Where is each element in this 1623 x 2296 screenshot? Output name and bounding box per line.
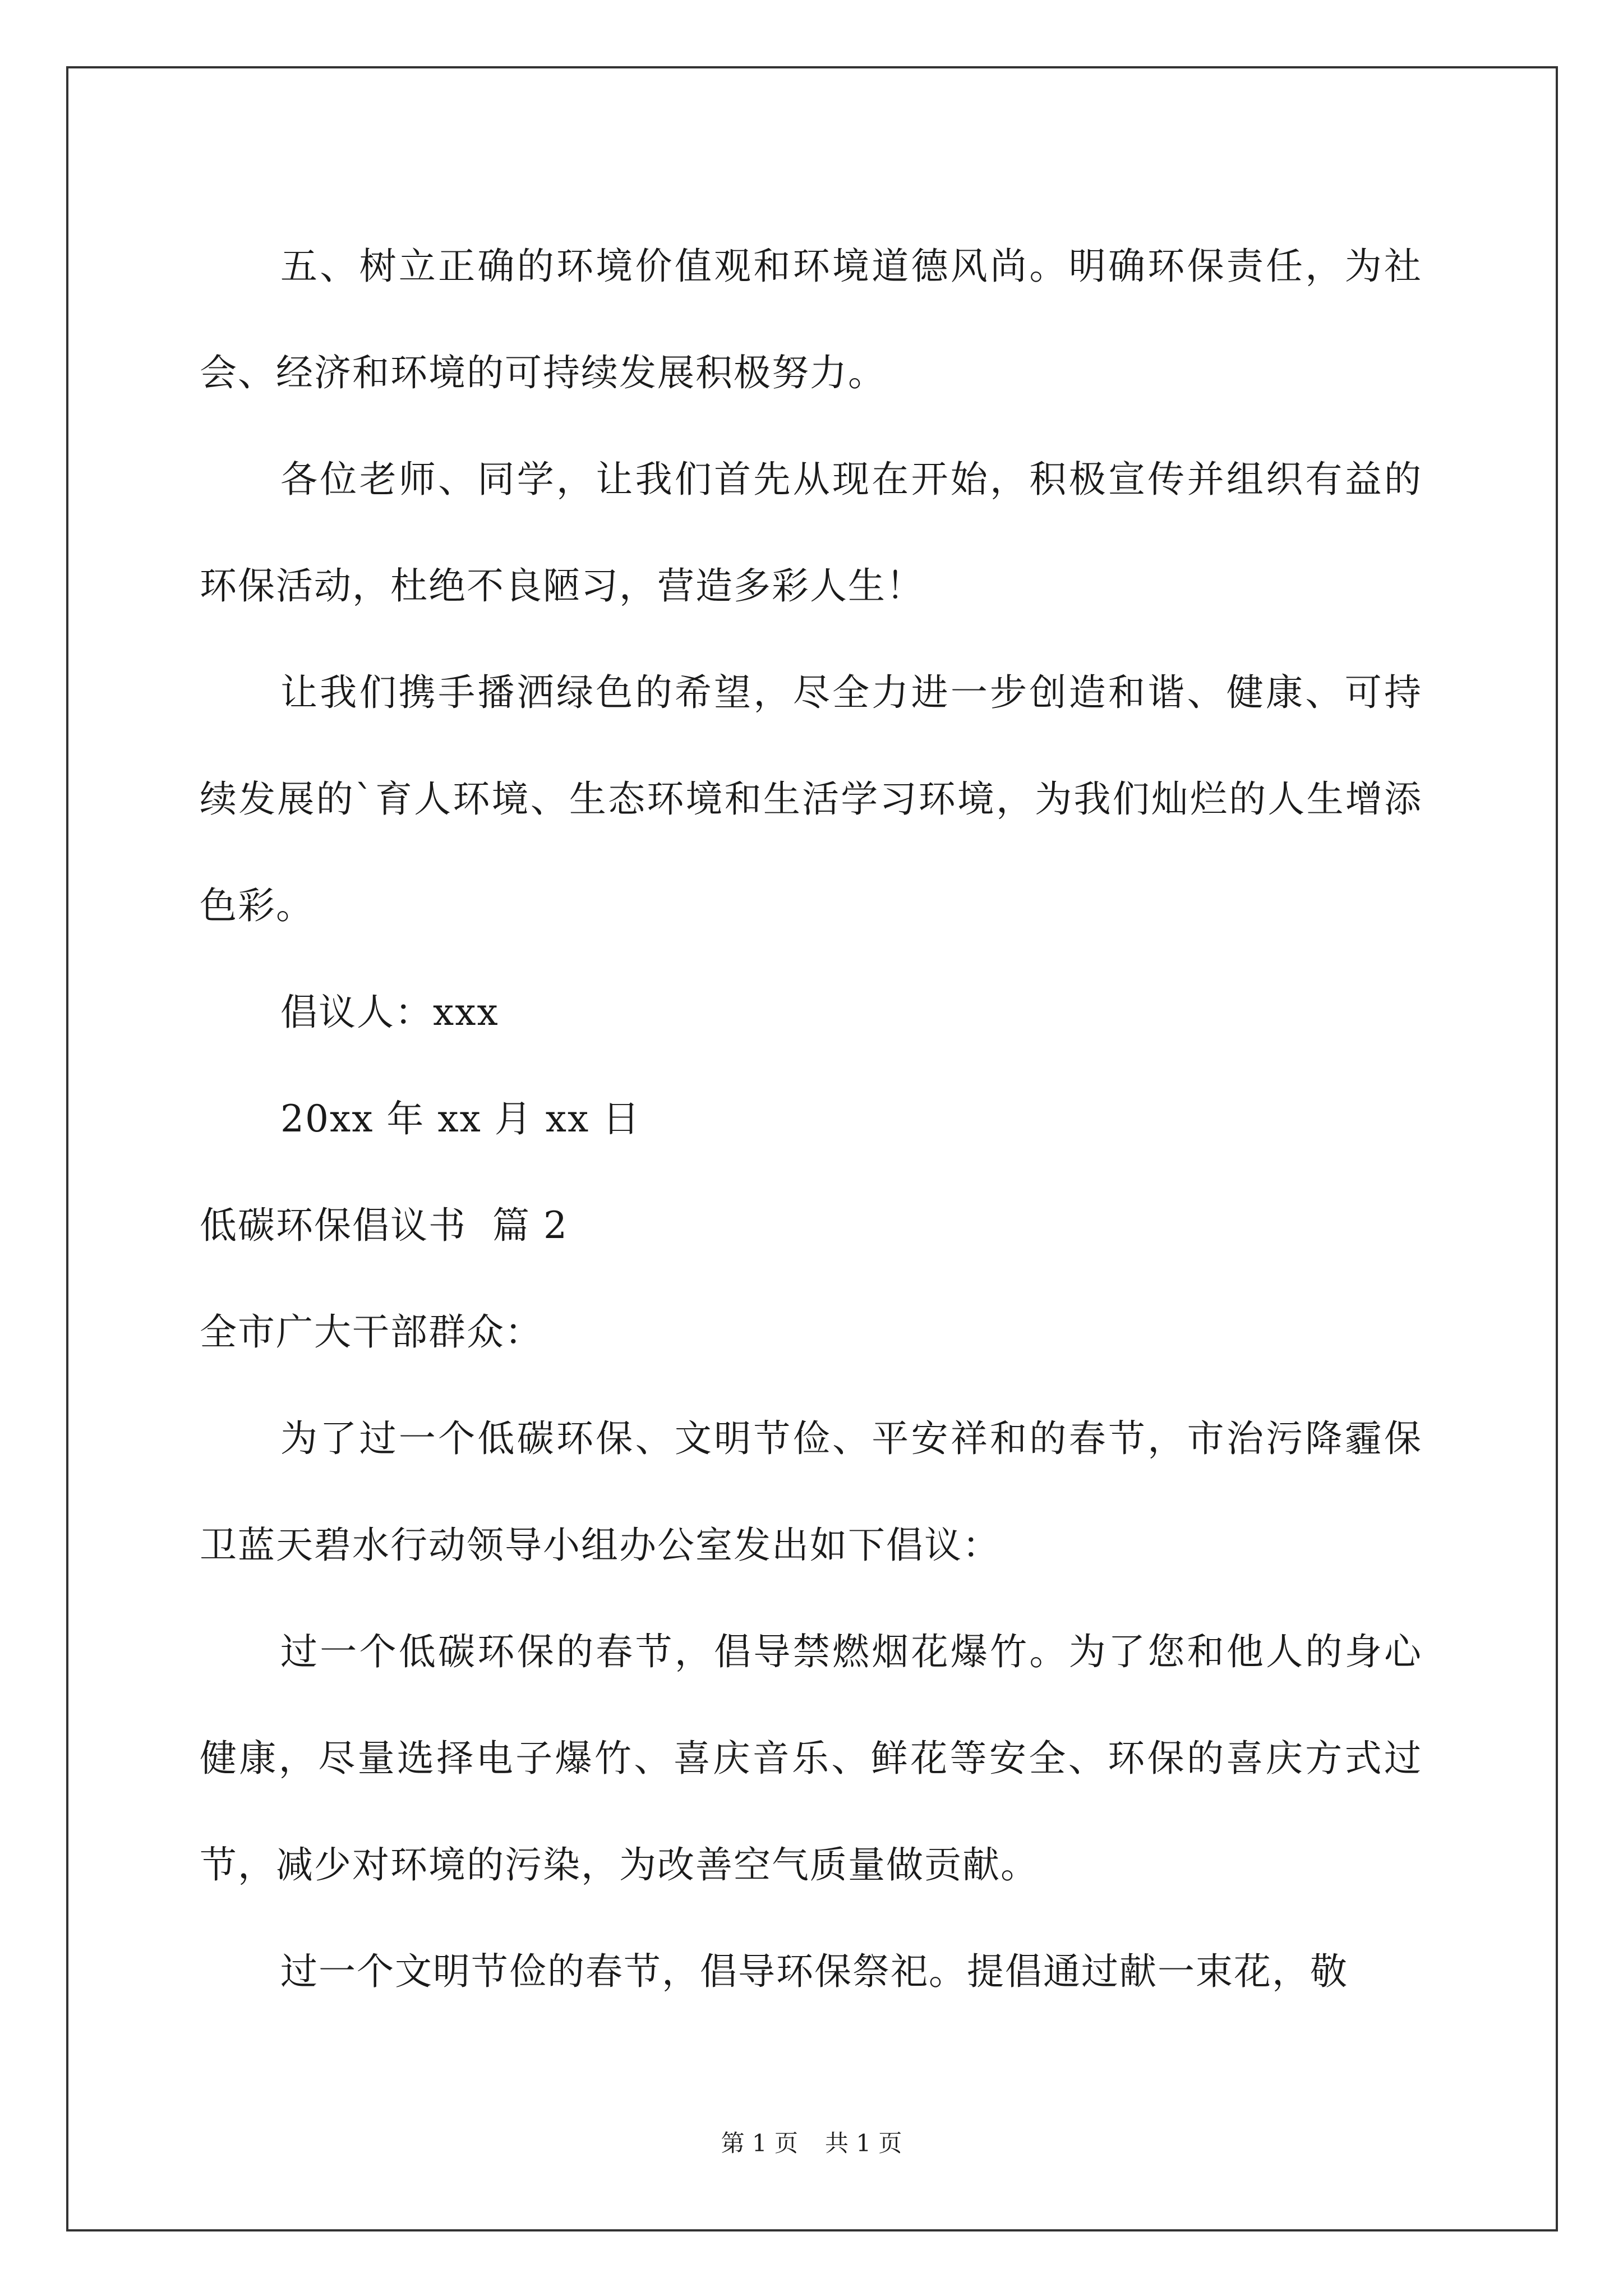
paragraph: 过一个文明节俭的春节，倡导环保祭祀。提倡通过献一束花，敬 — [280, 1950, 1348, 1993]
document-body — [200, 213, 1422, 2025]
paragraph: 五、树立正确的环境价值观和环境道德风尚。明确环保责任，为社会、经济和环境的可持续发展积极努力。 — [200, 245, 1422, 394]
paragraph: 为了过一个低碳环保、文明节俭、平安祥和的春节，市治污降霾保卫蓝天碧水行动领导小组办公室发出如下倡议： — [200, 1417, 1422, 1567]
paragraph: 过一个低碳环保的春节，倡导禁燃烟花爆竹。为了您和他人的身心健康，尽量选择电子爆竹、喜庆音乐、鲜花等安全、环保的喜庆方式过节，减少对环境的污染，为改善空气质量做贡献。 — [200, 1630, 1422, 1887]
salutation: 全市广大干部群众： — [200, 1310, 543, 1354]
section-heading: 低碳环保倡议书 篇 2 — [200, 1204, 568, 1247]
page-footer — [0, 2125, 1623, 2159]
date-line: 20xx 年 xx 月 xx 日 — [280, 1097, 641, 1140]
page-number-current: 第 1 页 — [721, 2129, 798, 2157]
paragraph: 各位老师、同学，让我们首先从现在开始，积极宣传并组织有益的环保活动，杜绝不良陋习，营造多彩人生！ — [200, 458, 1422, 608]
page-number-total: 共 1 页 — [825, 2129, 902, 2157]
signatory-line: 倡议人：xxx — [280, 991, 499, 1034]
paragraph: 让我们携手播洒绿色的希望，尽全力进一步创造和谐、健康、可持续发展的`育人环境、生态环境和生活学习环境，为我们灿烂的人生增添色彩。 — [200, 671, 1422, 927]
